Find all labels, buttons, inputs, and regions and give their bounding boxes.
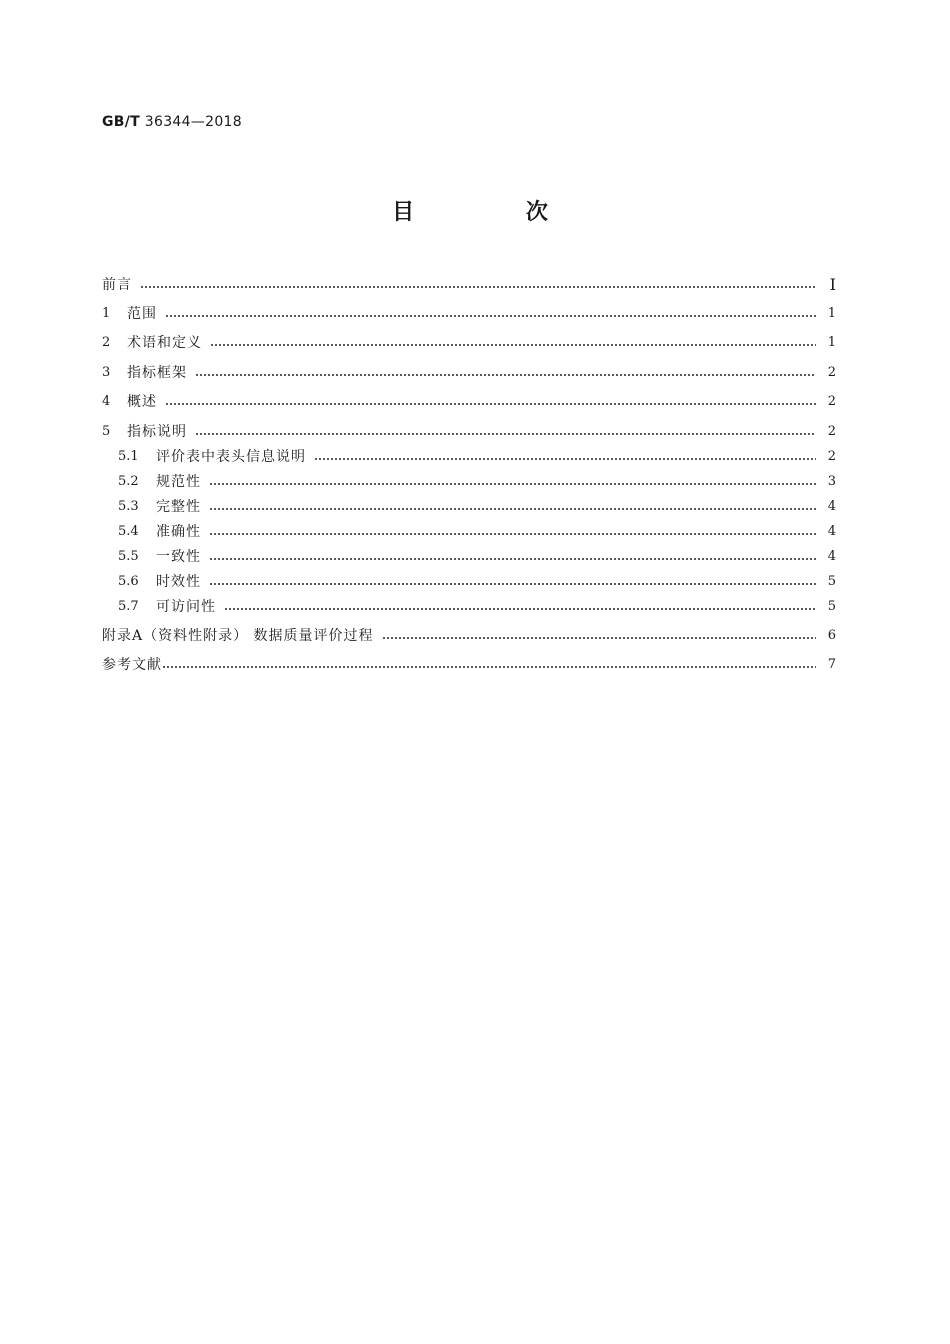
toc-entry-label: 前言 xyxy=(102,277,132,293)
toc-entry-appendix-a[interactable] xyxy=(102,624,836,646)
toc-entry-references[interactable] xyxy=(102,653,836,675)
toc-entry-number: 4 xyxy=(102,393,111,409)
toc-entry-number: 5.3 xyxy=(118,498,139,514)
toc-entry-5-1[interactable] xyxy=(118,445,836,467)
toc-entry-label: 一致性 xyxy=(156,549,201,565)
toc-entry-label: 参考文献 xyxy=(102,657,162,673)
toc-entry-label: 概述 xyxy=(127,394,157,410)
toc-title: 目 次 xyxy=(392,200,600,225)
toc-entry-page: 3 xyxy=(827,473,836,489)
toc-entry-1[interactable] xyxy=(102,302,836,324)
toc-entry-5-3[interactable] xyxy=(118,495,836,517)
toc-leader-dots xyxy=(382,634,816,642)
toc-leader-dots xyxy=(210,341,816,349)
toc-leader-dots xyxy=(195,371,816,379)
toc-entry-5-5[interactable] xyxy=(118,545,836,567)
standard-code-prefix: GB/T xyxy=(102,114,141,130)
toc-entry-page: 2 xyxy=(827,423,836,439)
toc-leader-dots xyxy=(314,455,816,463)
toc-entry-number: 3 xyxy=(102,364,111,380)
toc-entry-3[interactable] xyxy=(102,361,836,383)
toc-leader-dots xyxy=(209,555,816,563)
standard-code xyxy=(102,114,242,130)
toc-leader-dots xyxy=(162,663,816,671)
toc-entry-page: 5 xyxy=(827,573,836,589)
toc-entry-number: 2 xyxy=(102,334,111,350)
toc-entry-page: 2 xyxy=(827,364,836,380)
toc-leader-dots xyxy=(195,430,816,438)
toc-entry-page: 2 xyxy=(827,448,836,464)
toc-entry-label: 指标说明 xyxy=(127,424,187,440)
toc-entry-number: 5.7 xyxy=(118,598,139,614)
toc-leader-dots xyxy=(140,283,816,291)
toc-entry-4[interactable] xyxy=(102,390,836,412)
toc-leader-dots xyxy=(209,580,816,588)
toc-entry-number: 1 xyxy=(102,305,111,321)
toc-entry-number: 5.6 xyxy=(118,573,139,589)
toc-leader-dots xyxy=(209,505,816,513)
toc-entry-number: 5.2 xyxy=(118,473,139,489)
toc-entry-5[interactable] xyxy=(102,420,836,442)
toc-entry-label: 范围 xyxy=(127,306,157,322)
toc-entry-label: 评价表中表头信息说明 xyxy=(156,449,306,465)
toc-entry-2[interactable] xyxy=(102,331,836,353)
toc-entry-page: 1 xyxy=(827,334,836,350)
toc-entry-5-7[interactable] xyxy=(118,595,836,617)
toc-entry-5-2[interactable] xyxy=(118,470,836,492)
standard-code-number: 36344—2018 xyxy=(144,114,242,130)
toc-entry-page: 4 xyxy=(827,548,836,564)
toc-entry-page: 6 xyxy=(827,627,836,643)
toc-entry-number: 5.5 xyxy=(118,548,139,564)
toc-leader-dots xyxy=(209,480,816,488)
toc-entry-label: 规范性 xyxy=(156,474,201,490)
toc-leader-dots xyxy=(209,530,816,538)
toc-entry-label: 附录A（资料性附录） 数据质量评价过程 xyxy=(102,628,374,644)
toc-entry-foreword[interactable] xyxy=(102,273,836,295)
toc-entry-page: 5 xyxy=(827,598,836,614)
toc-entry-label: 准确性 xyxy=(156,524,201,540)
toc-entry-5-4[interactable] xyxy=(118,520,836,542)
toc-entry-number: 5 xyxy=(102,423,111,439)
toc-leader-dots xyxy=(165,312,816,320)
toc-entry-label: 可访问性 xyxy=(156,599,216,615)
toc-entry-page: 1 xyxy=(827,305,836,321)
toc-entry-page: 4 xyxy=(827,498,836,514)
toc-entry-5-6[interactable] xyxy=(118,570,836,592)
toc-entry-page: Ⅰ xyxy=(829,274,836,294)
toc-entry-label: 时效性 xyxy=(156,574,201,590)
toc-entry-label: 术语和定义 xyxy=(127,335,202,351)
toc-entry-number: 5.1 xyxy=(118,448,139,464)
toc-leader-dots xyxy=(224,605,816,613)
toc-entry-number: 5.4 xyxy=(118,523,139,539)
toc-entry-label: 指标框架 xyxy=(127,365,187,381)
toc-entry-page: 4 xyxy=(827,523,836,539)
toc-entry-label: 完整性 xyxy=(156,499,201,515)
toc-entry-page: 2 xyxy=(827,393,836,409)
toc-entry-page: 7 xyxy=(827,656,836,672)
toc-leader-dots xyxy=(165,400,816,408)
